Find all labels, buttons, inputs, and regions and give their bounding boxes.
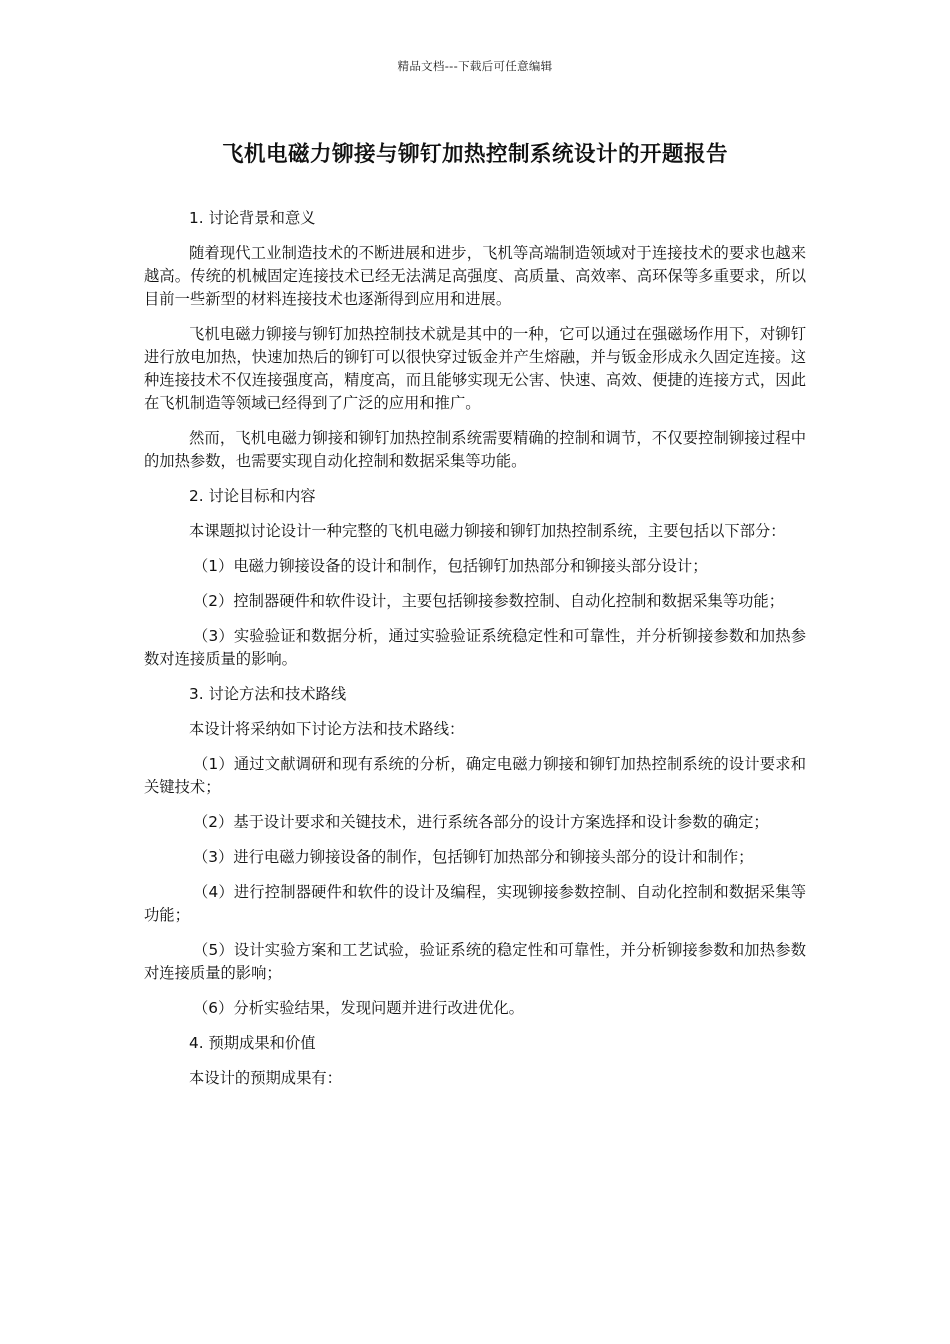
- list-item-method-3: （3）进行电磁力铆接设备的制作，包括铆钉加热部分和铆接头部分的设计和制作；: [193, 848, 754, 866]
- section-heading-4: 4. 预期成果和价值: [189, 1034, 316, 1052]
- list-item-method-2: （2）基于设计要求和关键技术，进行系统各部分的设计方案选择和设计参数的确定；: [193, 813, 769, 831]
- paragraph-background-1: 随着现代工业制造技术的不断进展和进步，飞机等高端制造领域对于连接技术的要求也越来越高。传统的机械固定连接技术已经无法满足高强度、高质量、高效率、高环保等多重要求，所以目前一些新型的材料连接技术也逐渐得到应用和进展。: [144, 244, 806, 308]
- document-body: [144, 207, 806, 1102]
- paragraph-background-2: 飞机电磁力铆接与铆钉加热控制技术就是其中的一种，它可以通过在强磁场作用下，对铆钉进行放电加热，快速加热后的铆钉可以很快穿过钣金并产生熔融，并与钣金形成永久固定连接。这种连接技术不仅连接强度高，精度高，而且能够实现无公害、快速、高效、便捷的连接方式，因此在飞机制造等领域已经得到了广泛的应用和推广。: [144, 325, 806, 412]
- paragraph-goals: 本课题拟讨论设计一种完整的飞机电磁力铆接和铆钉加热控制系统，主要包括以下部分：: [189, 522, 786, 540]
- section-heading-2: 2. 讨论目标和内容: [189, 487, 316, 505]
- section-heading-1: 1. 讨论背景和意义: [189, 209, 316, 227]
- list-item-goal-3: （3）实验验证和数据分析，通过实验验证系统稳定性和可靠性，并分析铆接参数和加热参数对连接质量的影响。: [144, 627, 806, 668]
- list-item-method-6: （6）分析实验结果，发现问题并进行改进优化。: [193, 999, 524, 1017]
- list-item-method-1: （1）通过文献调研和现有系统的分析，确定电磁力铆接和铆钉加热控制系统的设计要求和关键技术；: [144, 755, 806, 796]
- paragraph-methods: 本设计将采纳如下讨论方法和技术路线：: [189, 720, 465, 738]
- section-heading-3: 3. 讨论方法和技术路线: [189, 685, 347, 703]
- list-item-method-5: （5）设计实验方案和工艺试验，验证系统的稳定性和可靠性，并分析铆接参数和加热参数对连接质量的影响；: [144, 941, 806, 982]
- paragraph-expected-results: 本设计的预期成果有：: [189, 1069, 342, 1087]
- list-item-goal-2: （2）控制器硬件和软件设计，主要包括铆接参数控制、自动化控制和数据采集等功能；: [193, 592, 785, 610]
- paragraph-background-3: 然而，飞机电磁力铆接和铆钉加热控制系统需要精确的控制和调节，不仅要控制铆接过程中的加热参数，也需要实现自动化控制和数据采集等功能。: [144, 429, 806, 470]
- list-item-goal-1: （1）电磁力铆接设备的设计和制作，包括铆钉加热部分和铆接头部分设计；: [193, 557, 708, 575]
- list-item-method-4: （4）进行控制器硬件和软件的设计及编程，实现铆接参数控制、自动化控制和数据采集等功能；: [144, 883, 806, 924]
- page-header: 精品文档---下载后可任意编辑: [397, 59, 553, 73]
- document-title: 飞机电磁力铆接与铆钉加热控制系统设计的开题报告: [221, 142, 728, 167]
